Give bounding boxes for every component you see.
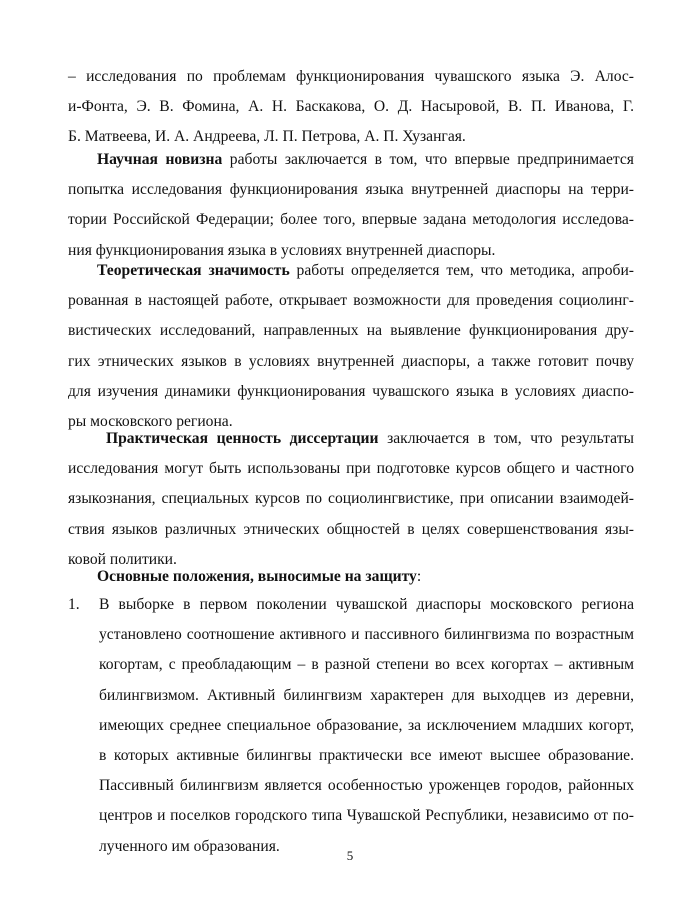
paragraph-researchers bbox=[68, 62, 634, 153]
text-line: – исследования по проблемам функционирования чувашского языка Э. Алос- bbox=[68, 68, 634, 85]
text-line: В выборке в первом поколении чувашской диаспоры московского региона bbox=[99, 596, 634, 613]
text-line: вистических исследований, направленных на выявление функционирования дру- bbox=[68, 322, 634, 340]
paragraph-practice bbox=[68, 424, 634, 575]
text-line: языкознания, специальных курсов по социолингвистике, при описании взаимодей- bbox=[68, 490, 634, 508]
text-line: гих этнических языков в условиях внутренней диаспоры, а также готовит почву bbox=[68, 352, 634, 370]
list-item bbox=[68, 590, 634, 862]
text-line: имеющих среднее специальное образование, за исключением младших когорт, bbox=[99, 716, 634, 734]
text-line: рованная в настоящей работе, открывает возможности для проведения социолинг- bbox=[68, 292, 634, 310]
novelty-heading: Научная новизна bbox=[97, 151, 223, 168]
text-line: Б. Матвеева, И. А. Андреева, Л. П. Петрова, А. П. Хузангая. bbox=[68, 128, 466, 146]
text-line bbox=[68, 424, 634, 454]
theory-heading: Теоретическая значимость bbox=[97, 262, 290, 279]
page-number: 5 bbox=[346, 848, 354, 863]
text-line: для изучения динамики функционирования чувашского языка в условиях диаспо- bbox=[68, 382, 634, 400]
theses-heading: Основные положения, выносимые на защиту bbox=[97, 568, 417, 585]
text-line: установлено соотношение активного и пассивного билингвизма по возрастным bbox=[99, 626, 634, 644]
text-run: работы заключается в том, что впервые предпринимается bbox=[222, 151, 634, 168]
text-line: лученного им образования. bbox=[99, 837, 280, 855]
text-line: исследования могут быть использованы при подготовке курсов общего и частного bbox=[68, 460, 634, 478]
text-line: ры московского региона. bbox=[68, 412, 233, 430]
text-run: : bbox=[416, 568, 422, 585]
practice-heading: Практическая ценность диссертации bbox=[106, 430, 379, 447]
text-line bbox=[68, 145, 634, 175]
text-run: работы определяется тем, что методика, апроби- bbox=[289, 262, 634, 279]
text-line bbox=[68, 562, 634, 592]
paragraph-theory bbox=[68, 256, 634, 437]
paragraph-novelty bbox=[68, 145, 634, 266]
text-line: тории Российской Федерации; более того, впервые задана методология исследова- bbox=[68, 211, 634, 229]
text-line: когортам, с преобладающим – в разной степени во всех когортах – активным bbox=[99, 656, 634, 674]
text-line: в которых активные билингвы практически все имеют высшее образование. bbox=[99, 746, 634, 764]
list-number: 1. bbox=[68, 596, 80, 613]
text-line bbox=[68, 256, 634, 286]
text-line: и-Фонта, Э. В. Фомина, А. Н. Баскакова, О. Д. Насыровой, В. П. Иванова, Г. bbox=[68, 98, 634, 116]
text-line: ствия языков различных этнических общностей в целях совершенствования язы- bbox=[68, 520, 634, 538]
paragraph-theses bbox=[68, 562, 634, 592]
text-line: билингвизмом. Активный билингвизм характерен для выходцев из деревни, bbox=[99, 686, 634, 704]
text-line: ковой политики. bbox=[68, 550, 177, 568]
text-run: заключается в том, что результаты bbox=[378, 430, 634, 447]
text-line: попытка исследования функционирования языка внутренней диаспоры на терри- bbox=[68, 181, 634, 199]
text-line: ния функционирования языка в условиях внутренней диаспоры. bbox=[68, 241, 496, 259]
text-line: центров и поселков городского типа Чувашской Республики, независимо от по- bbox=[99, 807, 634, 825]
text-line: Пассивный билингвизм является особенностью уроженцев городов, районных bbox=[99, 777, 634, 795]
